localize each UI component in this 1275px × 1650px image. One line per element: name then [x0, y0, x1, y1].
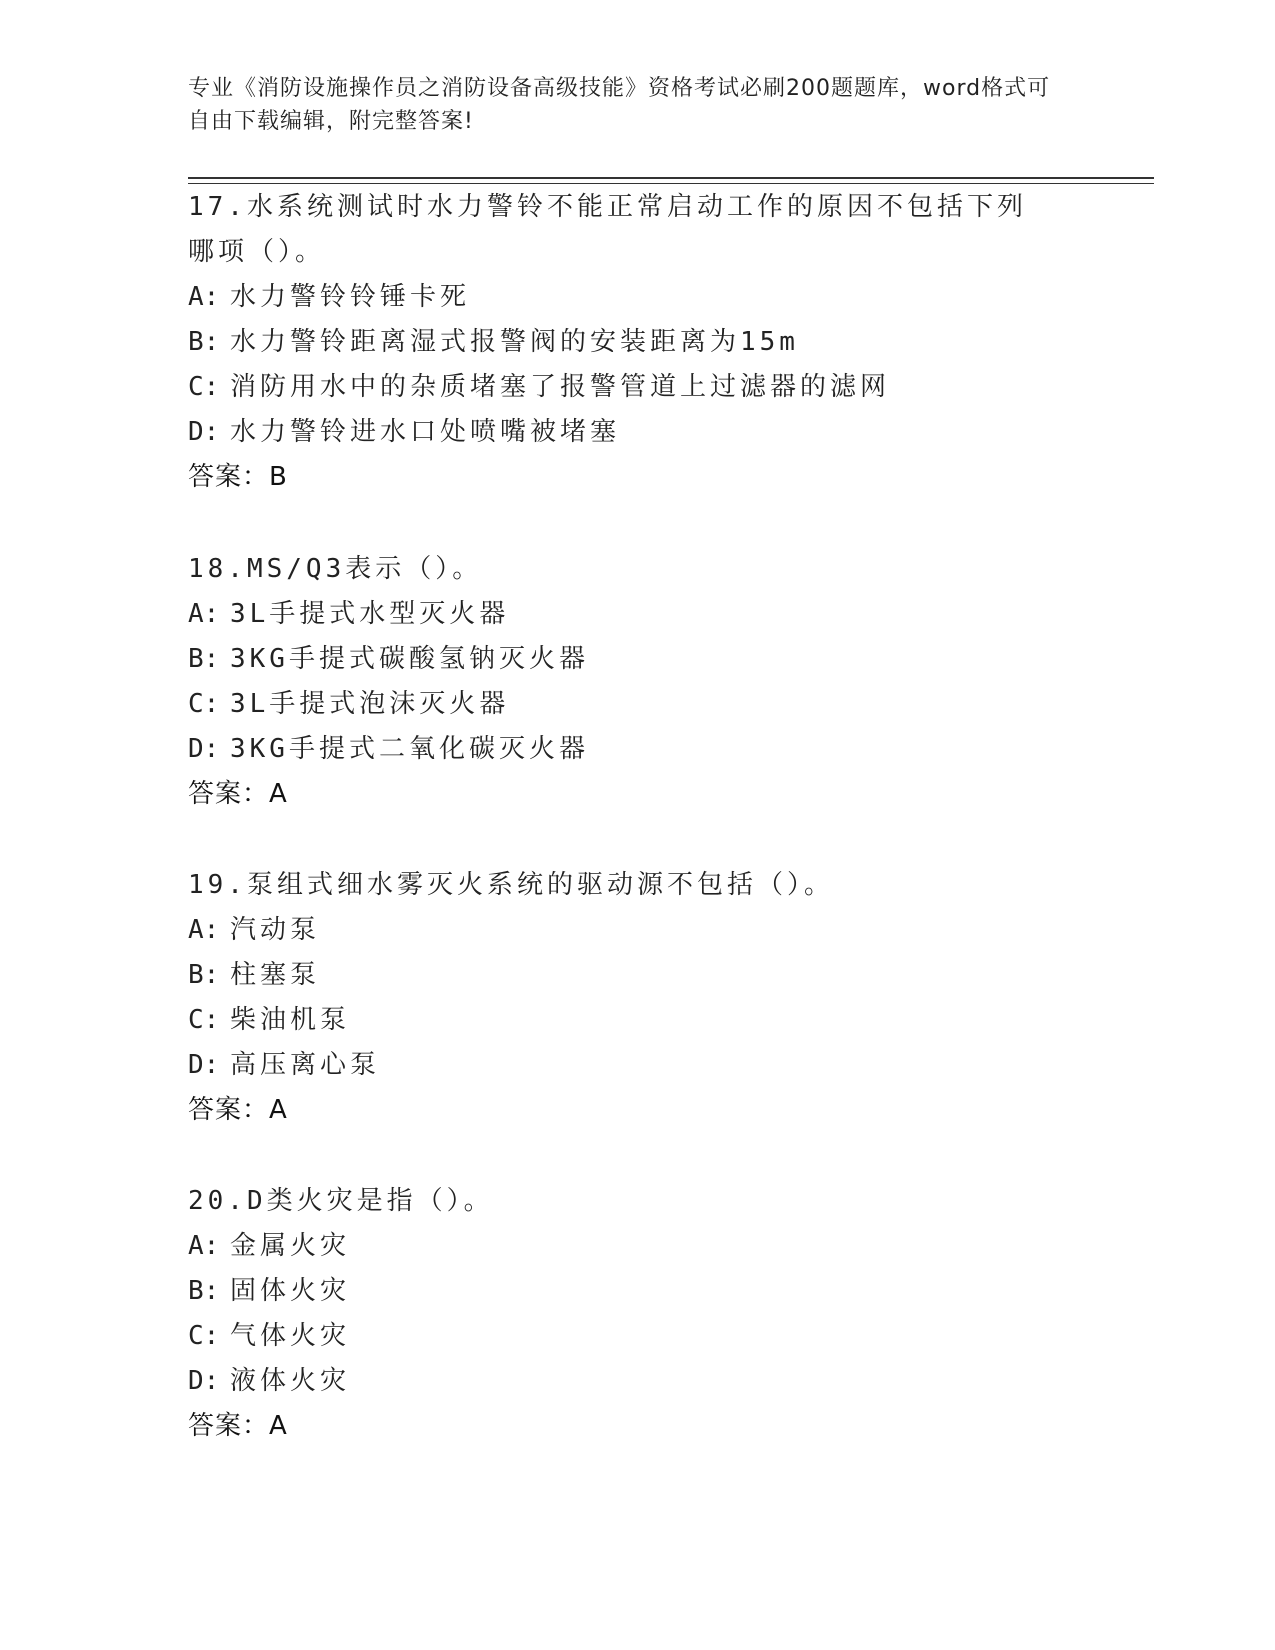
option-text: 3L手提式水型灭火器 — [230, 599, 510, 629]
option-text: 水力警铃铃锤卡死 — [230, 282, 471, 312]
option-label: B: — [188, 960, 220, 990]
option-label: B: — [188, 327, 220, 357]
option-b — [188, 637, 1088, 682]
option-text: 汽动泵 — [230, 915, 321, 945]
question-stem: 19.泵组式细水雾灭火系统的驱动源不包括（）。 — [188, 870, 834, 900]
question-stem — [188, 185, 1088, 275]
question-stem: 18.MS/Q3表示（）。 — [188, 554, 483, 584]
option-label: A: — [188, 1231, 220, 1261]
option-text: 水力警铃距离湿式报警阀的安装距离为15m — [230, 327, 799, 357]
header-divider-thin — [188, 183, 1154, 184]
option-d — [188, 1043, 1088, 1088]
option-text: 高压离心泵 — [230, 1050, 381, 1080]
answer-line: 答案：A — [188, 1411, 288, 1441]
question-stem: 20.D类火灾是指（）。 — [188, 1186, 494, 1216]
option-a — [188, 592, 1088, 637]
option-label: A: — [188, 599, 220, 629]
document-intro: 专业《消防设施操作员之消防设备高级技能》资格考试必刷200题题库，word格式可自由下载编辑，附完整答案! — [188, 76, 1051, 134]
question-18 — [188, 547, 1088, 817]
answer-line: 答案：A — [188, 1095, 288, 1125]
option-a — [188, 275, 1088, 320]
answer-line: 答案：B — [188, 462, 288, 492]
question-20 — [188, 1179, 1088, 1449]
question-stem-text: 17.水系统测试时水力警铃不能正常启动工作的原因不包括下列哪项（）。 — [188, 192, 1027, 267]
option-text: 水力警铃进水口处喷嘴被堵塞 — [230, 417, 621, 447]
option-text: 柱塞泵 — [230, 960, 321, 990]
option-b — [188, 320, 1088, 365]
answer-line: 答案：A — [188, 779, 288, 809]
option-text: 3KG手提式二氧化碳灭火器 — [230, 734, 589, 764]
option-text: 气体火灾 — [230, 1321, 351, 1351]
option-label: A: — [188, 915, 220, 945]
option-c — [188, 682, 1088, 727]
option-b — [188, 953, 1088, 998]
option-label: C: — [188, 372, 220, 402]
option-text: 液体火灾 — [230, 1366, 351, 1396]
option-a — [188, 1224, 1088, 1269]
option-c — [188, 1314, 1088, 1359]
option-label: D: — [188, 417, 220, 447]
option-label: C: — [188, 1321, 220, 1351]
option-c — [188, 365, 1088, 410]
option-text: 固体火灾 — [230, 1276, 351, 1306]
question-19 — [188, 863, 1088, 1133]
option-d — [188, 727, 1088, 772]
option-text: 柴油机泵 — [230, 1005, 351, 1035]
option-text: 3KG手提式碳酸氢钠灭火器 — [230, 644, 589, 674]
question-17 — [188, 185, 1088, 500]
option-label: C: — [188, 1005, 220, 1035]
option-c — [188, 998, 1088, 1043]
header-divider-thick — [188, 177, 1154, 179]
option-label: B: — [188, 1276, 220, 1306]
option-label: B: — [188, 644, 220, 674]
option-d — [188, 1359, 1088, 1404]
option-label: D: — [188, 1050, 220, 1080]
option-a — [188, 908, 1088, 953]
option-text: 消防用水中的杂质堵塞了报警管道上过滤器的滤网 — [230, 372, 891, 402]
option-b — [188, 1269, 1088, 1314]
option-label: D: — [188, 734, 220, 764]
option-label: C: — [188, 689, 220, 719]
option-text: 3L手提式泡沫灭火器 — [230, 689, 510, 719]
option-text: 金属火灾 — [230, 1231, 351, 1261]
option-d — [188, 410, 1088, 455]
option-label: A: — [188, 282, 220, 312]
option-label: D: — [188, 1366, 220, 1396]
